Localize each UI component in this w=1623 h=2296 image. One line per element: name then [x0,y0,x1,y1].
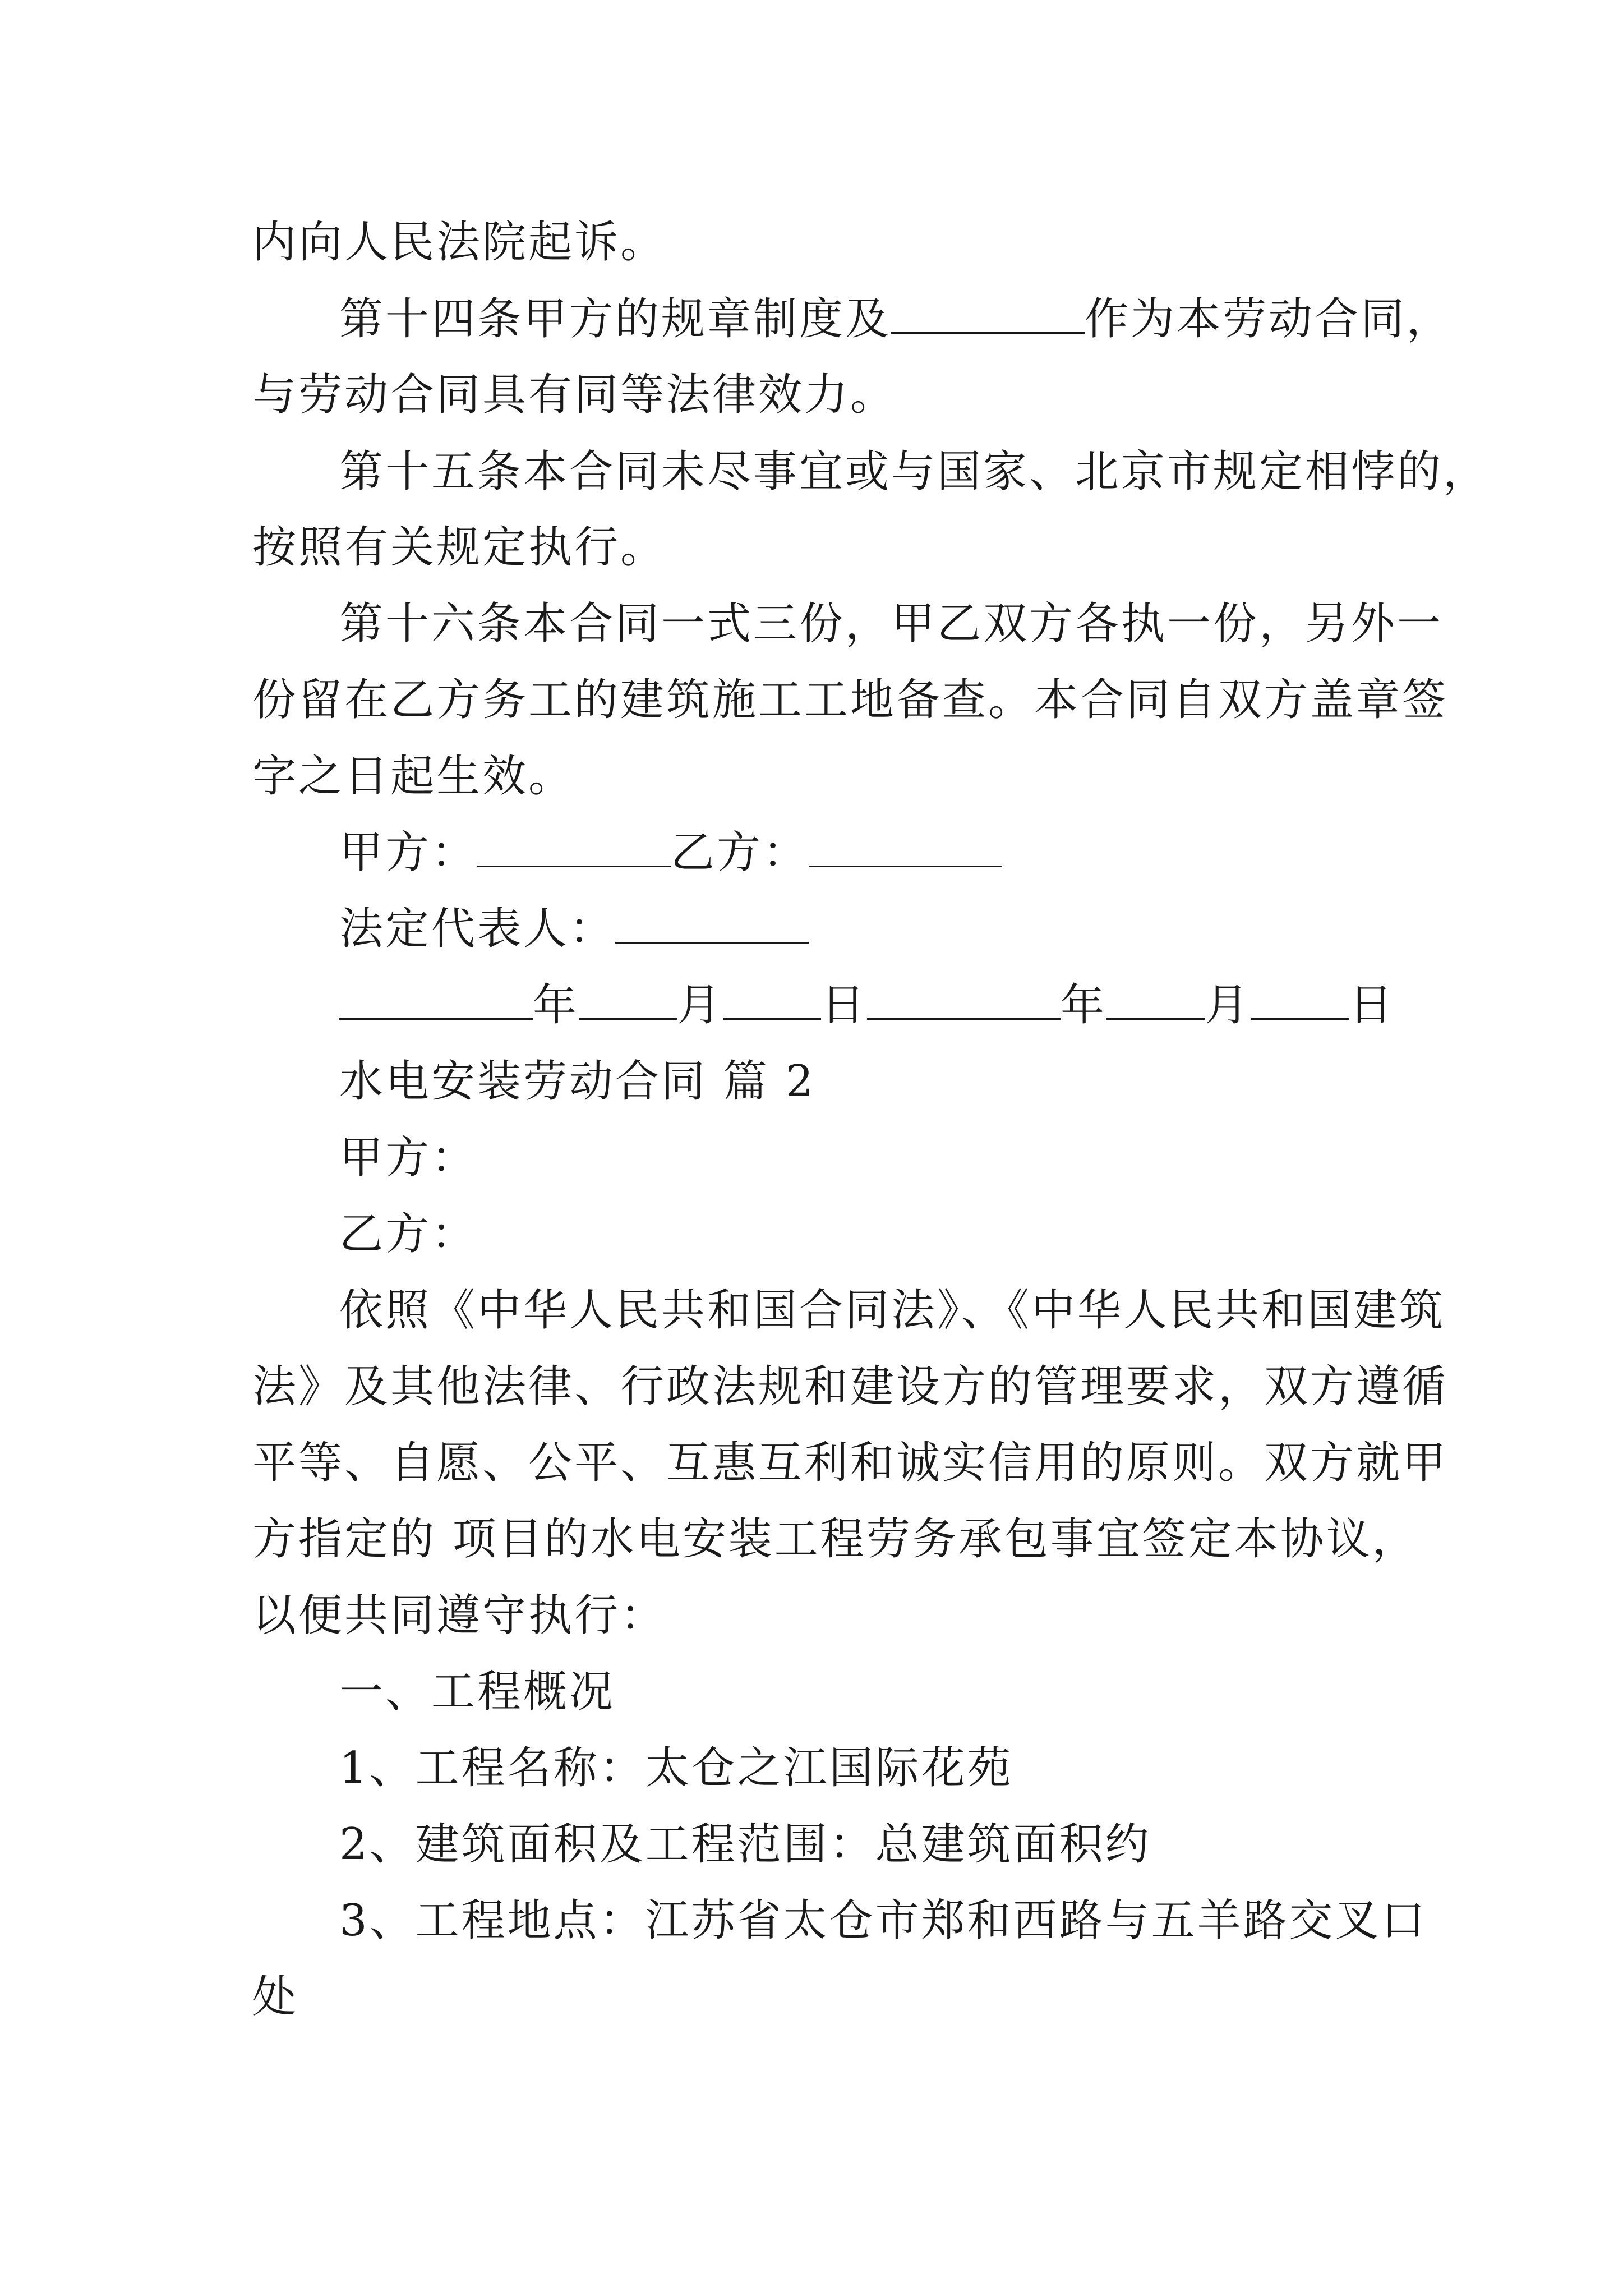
section-heading [339,1056,816,1107]
month-label: 月 [677,980,723,1030]
text: 第十四条甲方的规章制度及 [339,294,892,344]
text: 1、工程名称：太仓之江国际花苑 [339,1743,1013,1793]
preamble-line-2 [252,1361,1449,1412]
text: 字之日起生效。 [252,751,575,802]
article-15-line-1 [339,447,1490,497]
party-a-label: 甲方： [339,827,478,878]
fill-blank [339,984,533,1020]
fill-blank [891,298,1085,334]
text: 方指定的 项目的水电安装工程劳务承包事宜签定本协议， [252,1514,1418,1565]
text: 甲方： [339,1133,478,1183]
building-area-line [339,1819,1151,1870]
party-b-label: 乙方： [671,827,809,878]
party-a-line [339,1133,478,1183]
text: 平等、自愿、公平、互惠互利和诚实信用的原则。双方就甲 [252,1438,1449,1488]
fill-blank [579,984,677,1020]
text: 按照有关规定执行。 [252,522,667,573]
party-b-line [339,1209,478,1259]
project-location-line-1 [339,1895,1427,1946]
date-line [339,980,1395,1030]
fill-blank [1251,984,1349,1020]
day-label: 日 [821,980,868,1030]
fill-blank [477,832,671,867]
signature-party-line [339,827,1002,878]
project-name-line [339,1743,1013,1793]
fill-blank [723,984,821,1020]
article-14-line-1 [339,294,1453,344]
preamble-line-1 [339,1285,1446,1336]
article-16-line-3 [252,751,575,802]
text: 处 [252,1972,299,2022]
text: 水电安装劳动合同 篇 2 [339,1056,816,1107]
text: 2、建筑面积及工程范围：总建筑面积约 [339,1819,1151,1870]
month-label: 月 [1205,980,1251,1030]
fill-blank [867,984,1061,1020]
year-label: 年 [533,980,579,1030]
text: 第十六条本合同一式三份，甲乙双方各执一份，另外一 [339,599,1444,649]
project-location-line-2 [252,1972,299,2022]
fill-blank [615,908,809,944]
text: 份留在乙方务工的建筑施工工地备查。本合同自双方盖章签 [252,675,1449,725]
text: 内向人民法院起诉。 [252,217,667,268]
text: 3、工程地点：江苏省太仓市郑和西路与五羊路交叉口 [339,1895,1427,1946]
preamble-line-4 [252,1514,1418,1565]
article-16-line-2 [252,675,1449,725]
paragraph-line-1 [252,217,667,268]
year-label: 年 [1061,980,1107,1030]
article-14-line-2 [252,370,897,420]
preamble-line-3 [252,1438,1449,1488]
text: 法》及其他法律、行政法规和建设方的管理要求，双方遵循 [252,1361,1449,1412]
text: 依照《中华人民共和国合同法》、《中华人民共和国建筑 [339,1285,1446,1336]
article-15-line-2 [252,522,667,573]
fill-blank [809,832,1002,867]
text: 第十五条本合同未尽事宜或与国家、北京市规定相悖的， [339,447,1490,497]
project-overview-heading [339,1667,616,1717]
day-label: 日 [1349,980,1395,1030]
legal-rep-label: 法定代表人： [339,904,616,954]
article-16-line-1 [339,599,1444,649]
fill-blank [1106,984,1205,1020]
preamble-line-5 [252,1590,667,1641]
text: 作为本劳动合同， [1085,294,1453,344]
text: 与劳动合同具有同等法律效力。 [252,370,897,420]
text: 一、工程概况 [339,1667,616,1717]
text: 乙方： [339,1209,478,1259]
text: 以便共同遵守执行： [252,1590,667,1641]
legal-representative-line [339,904,809,954]
